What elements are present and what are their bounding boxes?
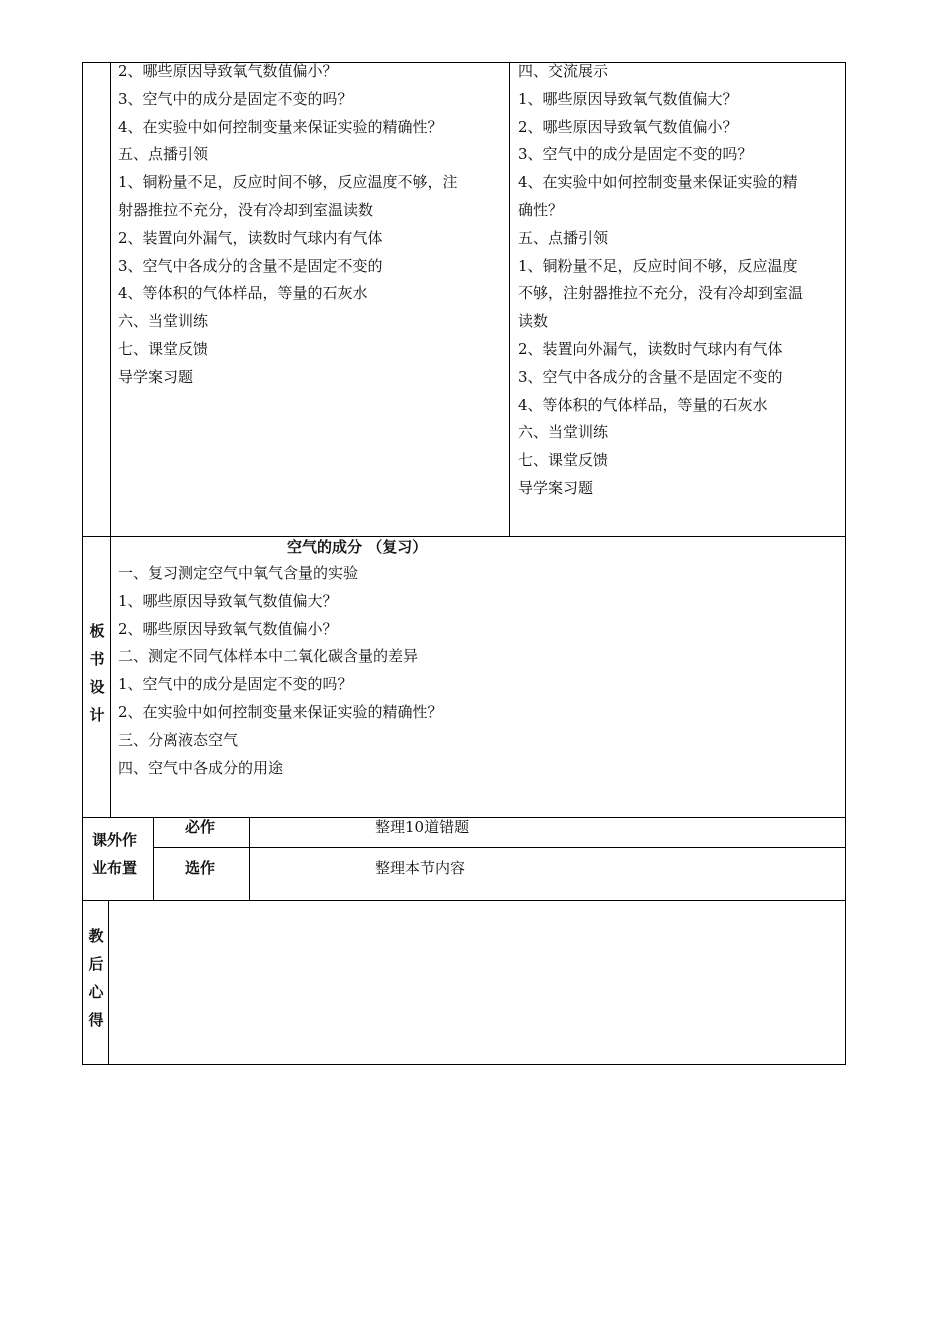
optional-label: 选作 [185,859,216,877]
left-line: 3、空气中的成分是固定不变的吗？ [118,89,353,108]
board-line: 二、测定不同气体样本中二氧化碳含量的差异 [118,647,419,666]
left-line: 导学案习题 [118,367,194,386]
left-column-text [118,58,458,392]
optional-text: 整理本节内容 [375,859,466,877]
right-line: 2、哪些原因导致氧气数值偏小？ [518,117,738,136]
board-line: 一、复习测定空气中氧气含量的实验 [118,564,359,582]
right-line: 4、等体积的气体样品，等量的石灰水 [518,395,768,414]
board-title: 空气的成分 （复习） [287,538,428,556]
right-line: 导学案习题 [518,478,594,497]
left-line: 六、当堂训练 [118,312,209,331]
label-column-divider [110,62,111,818]
right-line: 确性？ [518,200,564,219]
board-line: 2、哪些原因导致氧气数值偏小？ [118,619,338,638]
label-char: 后 [88,955,104,973]
reflection-label [85,922,107,1034]
label-char: 计 [89,706,105,724]
right-line: 五、点播引领 [518,228,609,247]
column-divider-middle [509,62,510,537]
row-divider-3 [82,900,846,901]
left-line: 七、课堂反馈 [118,339,209,358]
label-char: 书 [89,650,105,668]
board-line: 1、空气中的成分是固定不变的吗？ [118,675,353,694]
homework-label-line2: 业布置 [92,859,138,877]
left-line: 4、等体积的气体样品，等量的石灰水 [118,284,368,303]
right-line: 1、哪些原因导致氧气数值偏大？ [518,89,738,108]
board-line: 2、在实验中如何控制变量来保证实验的精确性？ [118,702,443,721]
right-line: 读数 [518,312,549,331]
table-border-left [82,62,83,1065]
right-line: 2、装置向外漏气，读数时气球内有气体 [518,339,783,358]
left-line: 1、铜粉量不足，反应时间不够，反应温度不够，注 [118,173,458,192]
right-column-text [518,58,803,503]
row-divider-1 [82,536,846,537]
label-column-divider-bottom [108,900,109,1065]
label-char: 教 [88,927,104,945]
left-line: 2、哪些原因导致氧气数值偏小？ [118,62,338,80]
board-design-label [86,617,108,729]
left-line: 3、空气中各成分的含量不是固定不变的 [118,256,383,275]
right-line: 七、课堂反馈 [518,451,609,470]
table-border-right [845,62,846,1065]
right-line: 1、铜粉量不足，反应时间不够，反应温度 [518,256,798,275]
right-line: 六、当堂训练 [518,423,609,442]
left-line: 五、点播引领 [118,145,209,164]
left-line: 4、在实验中如何控制变量来保证实验的精确性？ [118,117,443,136]
left-line: 射器推拉不充分，没有冷却到室温读数 [118,200,374,219]
board-line: 四、空气中各成分的用途 [118,758,284,777]
required-text: 整理10道错题 [375,818,470,836]
required-label: 必作 [185,818,216,836]
label-char: 板 [89,622,105,640]
homework-divider-1 [153,817,154,901]
table-border-bottom [82,1064,846,1065]
right-line: 3、空气中各成分的含量不是固定不变的 [518,367,783,386]
label-char: 心 [88,983,104,1001]
row-divider-homework [153,847,846,848]
board-line: 三、分离液态空气 [118,730,239,749]
label-char: 设 [89,678,105,696]
board-line: 1、哪些原因导致氧气数值偏大？ [118,591,338,610]
left-line: 2、装置向外漏气，读数时气球内有气体 [118,228,383,247]
homework-label-line1: 课外作 [92,831,138,849]
right-line: 4、在实验中如何控制变量来保证实验的精 [518,173,798,192]
board-content [118,560,443,782]
homework-divider-2 [249,817,250,901]
right-line: 四、交流展示 [518,62,609,80]
reflection-area[interactable] [112,904,842,1060]
right-line: 不够，注射器推拉不充分，没有冷却到室温 [518,284,804,303]
right-line: 3、空气中的成分是固定不变的吗？ [518,145,753,164]
label-char: 得 [88,1011,104,1029]
